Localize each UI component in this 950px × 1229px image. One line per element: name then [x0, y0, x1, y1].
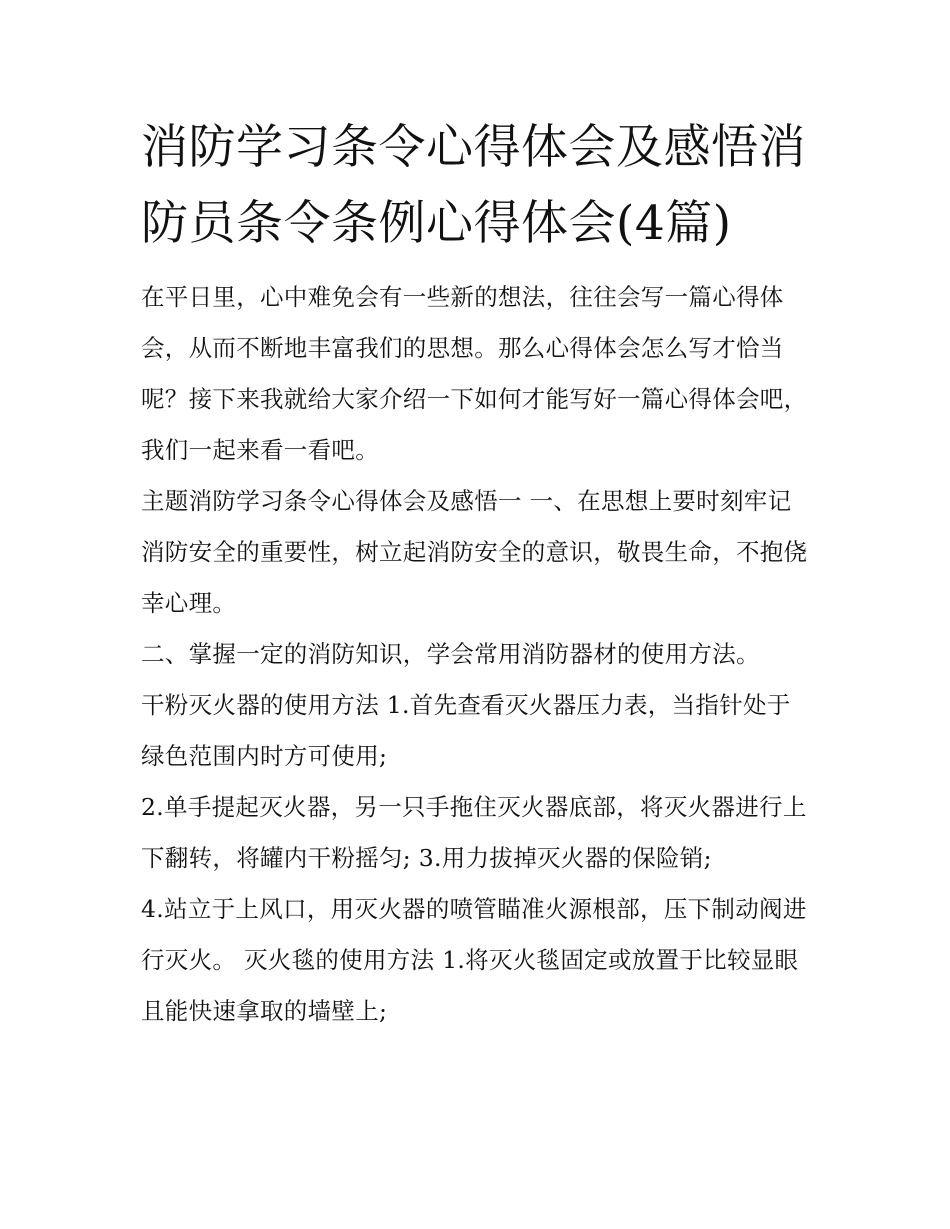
paragraph-intro: 在平日里，心中难免会有一些新的想法，往往会写一篇心得体会，从而不断地丰富我们的思想。那么心得体会怎么写才恰当呢？接下来我就给大家介绍一下如何才能写好一篇心得体会吧，我们一起来看一看吧。	[141, 283, 808, 464]
paragraph-section-one: 主题消防学习条令心得体会及感悟一 一、在思想上要时刻牢记消防安全的重要性，树立起消防安全的意识，敬畏生命，不抱侥幸心理。	[141, 487, 808, 617]
document-title: 消防学习条令心得体会及感悟消防员条令条例心得体会(4篇)	[141, 120, 806, 251]
document-body	[141, 110, 811, 1037]
paragraph-extinguisher-step-4-blanket: 4.站立于上风口，用灭火器的喷管瞄准火源根部，压下制动阀进行灭火。 灭火毯的使用方法 1.将灭火毯固定或放置于比较显眼且能快速拿取的墙壁上;	[141, 895, 807, 1025]
paragraph-section-two: 二、掌握一定的消防知识，学会常用消防器材的使用方法。	[141, 640, 760, 668]
paragraph-extinguisher-step-1: 干粉灭火器的使用方法 1.首先查看灭火器压力表，当指针处于绿色范围内时方可使用;	[141, 691, 791, 770]
paragraph-extinguisher-steps-2-3: 2.单手提起灭火器，另一只手拖住灭火器底部，将灭火器进行上下翻转，将罐内干粉摇匀; 3.用力拔掉灭火器的保险销;	[141, 793, 807, 872]
